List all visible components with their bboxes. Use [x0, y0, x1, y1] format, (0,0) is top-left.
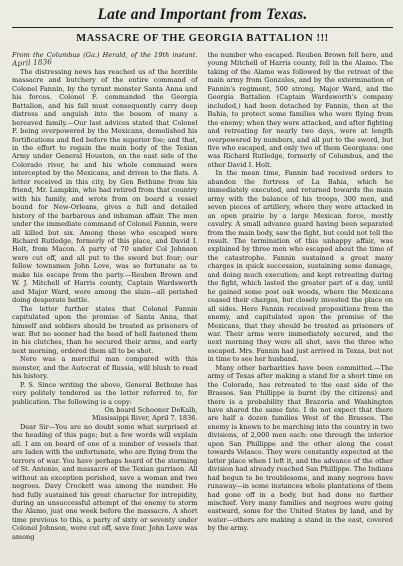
- left-column: [12, 51, 198, 541]
- paragraph: Nero was a merciful man compared with this monster, and the Autocrat of Russia, will blush to read his history.: [12, 355, 198, 381]
- paragraph: The letter further states that Colonel Fannin capitulated upon the promise of Santa Anna, that himself and soldiers should be treated as prisoners of war. But no sooner had the head of hell fastened them in his clutches, than he secured their arms, and early next morning, ordered them all to be shot.: [12, 304, 198, 355]
- dateline: From the Columbus (Ga.) Herald, of the 19th instant.: [12, 51, 198, 59]
- right-column: [208, 51, 394, 541]
- paragraph: P. S. Since writing the above, General Bethune has very politely tendered us the letter referred to, for publication. The following is a copy:: [12, 380, 198, 406]
- paragraph: The distressing news has reached us of the horrible massacre and butchery of the entire command of Colonel Fannin, by the tyrant monster Santa Anna and his forces. Colonel F. commanded the Georgia Battalion, and his fall must consequently carry deep distress and anguish into the bosom of many a bereaved family.—Our last advices stated that Colonel F. being overpowered by the Mexicans, demolished his fortifications and fled before the superior foe; and that, in the effort to regain the main body of the Texian Army under General Houston, on the east side of the Colorado river, he and his whole command were intercepted by the Mexicans, and driven to the flats. A letter received in this city, by Gen Bethune from his friend, Mr. Lampkin, who had retired from that country with his family, and wrote from on board a vessel bound for New-Orleans, gives a full and detailed history of the barbarous and inhuman affair. The men under the immediate command of Colonel Fannin, were all killed but six. Among those who escaped were Richard Rutledge, formerly of this place, and David I. Holt, from Macon. A party of 70 under Col Johnson were cut off, and all put to the sword but four; our fellow townsmen John Love, was so fortunate as to make his escape from the party.—Reuben Brown and W. J. Mitchell of Harris county, Captain Wardsworth and Major Ward, were among the slain—all perished doing desperate battle.: [12, 67, 198, 305]
- subhead: MASSACRE OF THE GEORGIA BATTALION !!!: [76, 33, 329, 44]
- letter-heading-1: On board Schooner DeKalb,: [104, 406, 198, 415]
- paragraph: Many other barbarities have been committed.—The army of Texas after making a stand for a short time on the Colorado, has retreated to the east side of the Brassos. San Phillippe is burnt (by the citizens) and there is a probability that Brazoria and Washington have shared the same fate. I do not expect that there are half a dozen families West of the Brassos. The enemy is known to be marching into the country in two divisions, of 2,000 men each: one through the interior upon San Phillippe and the other along the coast towards Velasco. They were constantly expected at the latter place when I left it, and the advance of the other division had already reached San Phillippe. The Indians had begun to be troublesome, and many negroes have runaway—in some instances whole plantations of them had gone off in a body, but had done no farther mischief. Very many families and negroes were going eastward, some for the United States by land, and by water—others are making a stand in the east, covered by the army.: [207, 363, 393, 533]
- letter-heading-2: Mississippi River, April 7. 1836.: [91, 414, 198, 423]
- paragraph: the number who escaped. Reuben Brown fell here, and young Mitchell of Harris county, fell in the Alamo. The taking of the Alamo was followed by the retreat of the main army from Gonzales, and by the extermination of Fannin's regiment, 500 strong. Major Ward, and the Georgia Battalion (Captain Wardsworth's company included,) had been detached by Fannin, then at the Bahia, to protect some families who were flying from the enemy; when they were attacked, and after fighting and retreating for nearly two days, were at length overpowered by numbers, and all put to the sword, but five who escaped, and only two of them Georgians: one was Richard Rutledge, formerly of Columbus, and the other David I. Holt.: [207, 51, 393, 169]
- article-body: [12, 51, 393, 541]
- handwritten-note: April 1836: [11, 57, 53, 69]
- paragraph: Dear Sir—You are no doubt some what surprised at the heading of this page; but a few words will explain all. I am on board of one of a number of vessels that are laden with the unfortunate, who are flying from the terrors of war. You have perhaps heard of the storming of St. Antonio, and massacre of the Texian garrison. All without an exception perished, save a woman and two negroes. Davy Crockett was among the number. He had fully sustained his great character for intrepidity, during an unsuccessful attempt of the enemy to storm the Alamo, just one week before the massacre. A short time previous to this, a party of sixty or seventy under Colonel Johnson, were cut off, save four. John Love was among: [12, 422, 198, 541]
- dateline-row: [12, 51, 198, 68]
- headline-rule: [12, 27, 393, 28]
- headline: Late and Important from Texas.: [97, 6, 308, 23]
- paragraph: In the mean time, Fannin had received orders to abandon the fortress of La Bahia, which he immediately executed, and returned towards the main army with the balance of his troops, 300 men, and seven pieces of artillery, where they were attacked in an open prairie by a large Mexican force, mostly cavalry. A small advance guard having been separated from the main body, saw the fight, but could not tell the result. The termination of this unhappy affair, was explained by three men who escaped about the time of the catastrophe. Fannin sustained a great many charges in quick succession, sustaining some damage, and doing much execution; and kept retreating during the fight, which lasted the greater part of a day, until he gained some post oak woods, where the Mexicans ceased their charges, but closely invested the place on all sides. Here Fannin received propositions from the enemy, and capitulated upon the promise of the Mexicans, that they should be treated as prisoners of war. Their arms were immediately secured, and the next morning they were all shot, save the three who escaped. Mrs. Fannin had just arrived in Texas, but not in time to see her husband.: [207, 169, 393, 364]
